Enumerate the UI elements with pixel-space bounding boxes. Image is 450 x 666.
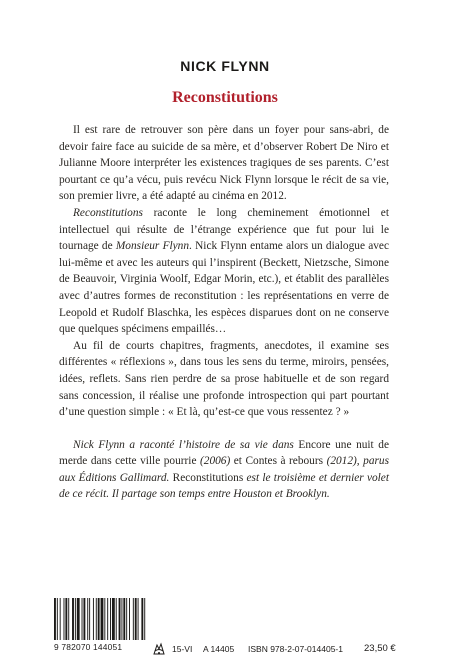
barcode-bar: [57, 598, 58, 640]
blurb-text: [59, 122, 389, 503]
barcode-bar: [89, 598, 90, 640]
barcode-bar: [82, 598, 83, 640]
book-title: Reconstitutions: [172, 89, 278, 106]
barcode-bar: [112, 598, 115, 640]
barcode-bar: [110, 598, 111, 640]
blurb-paragraph-2: [59, 205, 389, 338]
bio-segment: Encore une nuit de merde dans cette ville pourrie: [59, 438, 389, 468]
series-code: 15-VI: [172, 644, 193, 654]
ean-number: 9 782070 144051: [54, 642, 123, 652]
bio-segment: Reconstitutions: [169, 471, 247, 484]
barcode: [54, 598, 146, 656]
barcode-bar: [65, 598, 67, 640]
blurb-paragraph-3: Au fil de courts chapitres, fragments, anecdotes, il examine ses différentes « réflexions », dans tous les sens du terme, miroirs, pensées, idées, reflets. Sans rien perdre de sa prose habituelle et de son regard sans concession, il réalise une profonde introspection qui part pourtant d’une question simple : « Et là, qu’est-ce que vous ressentez ? »: [59, 339, 389, 419]
barcode-bar: [104, 598, 105, 640]
barcode-bar: [133, 598, 134, 640]
barcode-bar: [68, 598, 69, 640]
barcode-bar: [101, 598, 104, 640]
barcode-bar: [72, 598, 74, 640]
barcode-bar: [75, 598, 76, 640]
barcode-bar: [123, 598, 125, 640]
price: 23,50 €: [364, 643, 396, 654]
barcode-bar: [144, 598, 145, 640]
barcode-bar: [135, 598, 137, 640]
barcode-bar: [119, 598, 121, 640]
barcode-bar: [98, 598, 100, 640]
barcode-bar: [107, 598, 108, 640]
bio-segment: (2012), parus aux Éditions Gallimard.: [59, 455, 389, 484]
isbn: ISBN 978-2-07-014405-1: [248, 644, 343, 654]
barcode-bar: [54, 598, 56, 640]
bio-segment: Nick Flynn a raconté l’histoire de sa vie dans: [73, 438, 294, 451]
barcode-bars: [54, 598, 146, 642]
barcode-bar: [126, 598, 127, 640]
author-bio: [59, 437, 389, 503]
barcode-bar: [141, 598, 143, 640]
barcode-bar: [77, 598, 80, 640]
blurb-text-segment: . Nick Flynn entame alors un dialogue avec lui-même et avec les auteurs qui l’inspirent (Beckett, Nietzsche, Simone de Beauvoir, Virginia Woolf, Edgar Morin, etc.), et établit des parallèles avec d’autres formes de reconstitution : les représentations en verre de Leopold et Rudolf Blaschka, les espèces disparues dont on ne conserve que quelques spécimens empaillés…: [59, 240, 389, 336]
film-title: Monsieur Flynn: [115, 240, 190, 253]
barcode-bar: [96, 598, 97, 640]
barcode-bar: [138, 598, 139, 640]
author-name: NICK FLYNN: [180, 58, 270, 74]
barcode-bar: [87, 598, 88, 640]
gallimard-logo-icon: [152, 642, 166, 656]
barcode-bar: [116, 598, 117, 640]
blurb-paragraph-1: Il est rare de retrouver son père dans un foyer pour sans-abri, de devoir faire face au suicide de sa mère, et d’observer Robert De Niro et Julianne Moore interpréter les existences tragiques de ses parents. C’est pourtant ce qu’a vécu, puis revécu Nick Flynn lorsque le récit de sa vie, son premier livre, a été adapté au cinéma en 2012.: [59, 124, 389, 203]
blurb-text-segment: raconte le long cheminement émotionnel et intellectuel qui résulte de l’étrange expérience que fut pour lui le tournage de: [59, 206, 389, 253]
bio-segment: et Contes à rebours: [230, 455, 327, 468]
barcode-bar: [129, 598, 130, 640]
bio-segment: est le troisième et dernier volet de ce récit. Il partage son temps entre Houston et Brooklyn.: [59, 471, 389, 501]
reference-number: A 14405: [203, 644, 235, 654]
barcode-bar: [93, 598, 94, 640]
barcode-bar: [121, 598, 122, 640]
barcode-bar: [64, 598, 65, 640]
barcode-bar: [60, 598, 61, 640]
blurb-title-ref: Reconstitutions: [73, 206, 143, 219]
bio-segment: (2006): [200, 455, 231, 468]
barcode-bar: [83, 598, 85, 640]
